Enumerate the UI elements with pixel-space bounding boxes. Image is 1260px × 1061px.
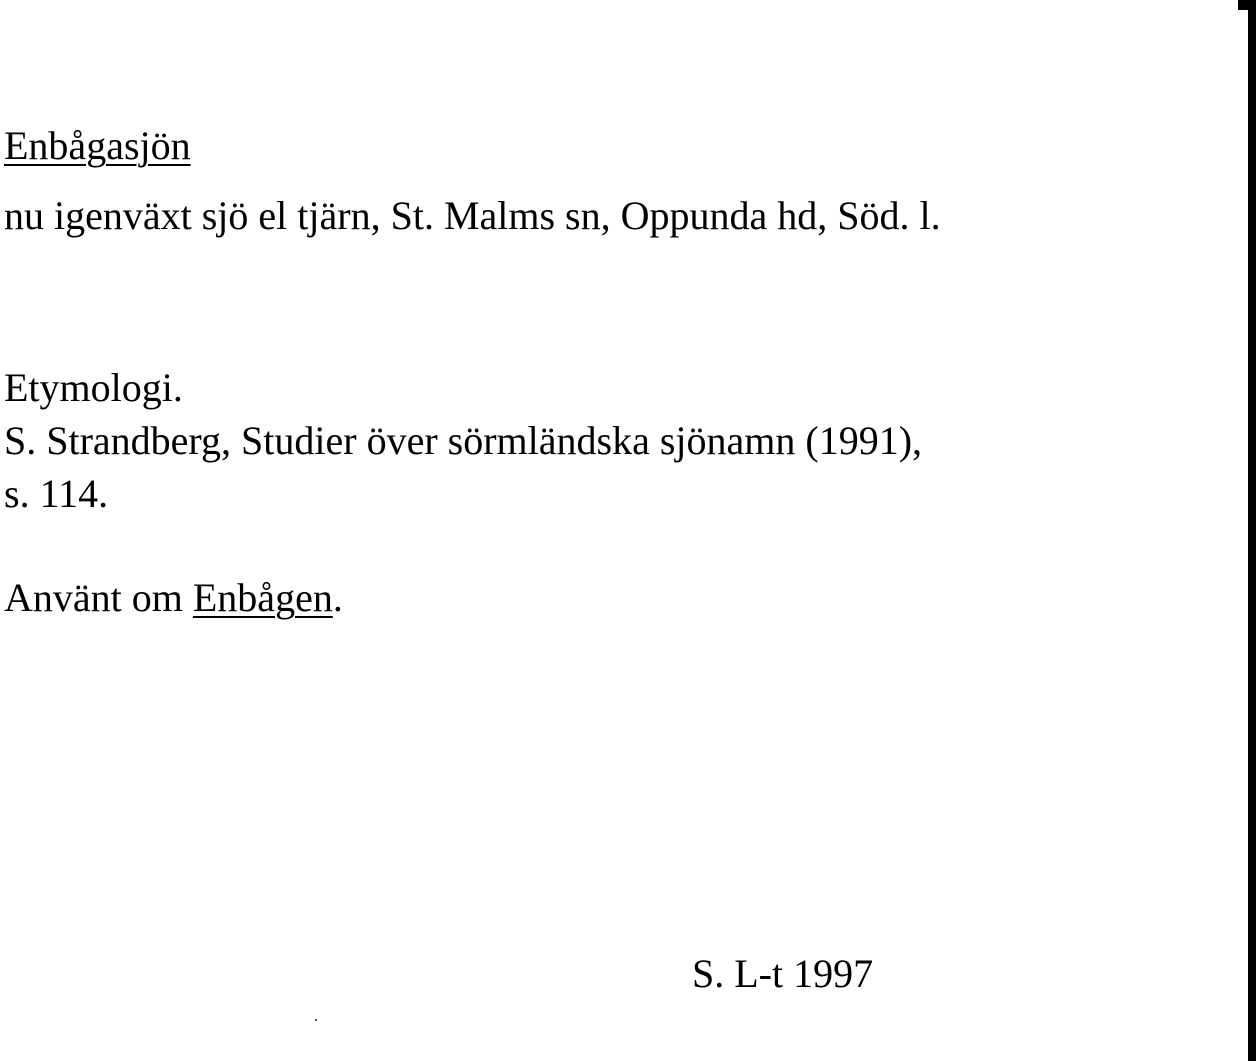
reference-line: S. Strandberg, Studier över sörmländska sjönamn (1991),	[4, 418, 923, 463]
usage-prefix: Använt om	[4, 575, 193, 620]
etymology-heading: Etymologi.	[4, 365, 183, 410]
cross-reference-link[interactable]: Enbågen	[192, 575, 333, 620]
reference-page: s. 114.	[4, 471, 109, 516]
usage-suffix: .	[332, 575, 343, 620]
definition-text: nu igenväxt sjö el tjärn, St. Malms sn, Oppunda hd, Söd. l.	[4, 193, 941, 238]
usage-note	[4, 574, 343, 622]
signature: S. L-t 1997	[692, 951, 874, 996]
headword: Enbågasjön	[4, 123, 191, 168]
page-edge-tick	[1238, 0, 1256, 10]
scan-speck	[315, 1019, 317, 1021]
page-edge-rule	[1248, 0, 1256, 1061]
